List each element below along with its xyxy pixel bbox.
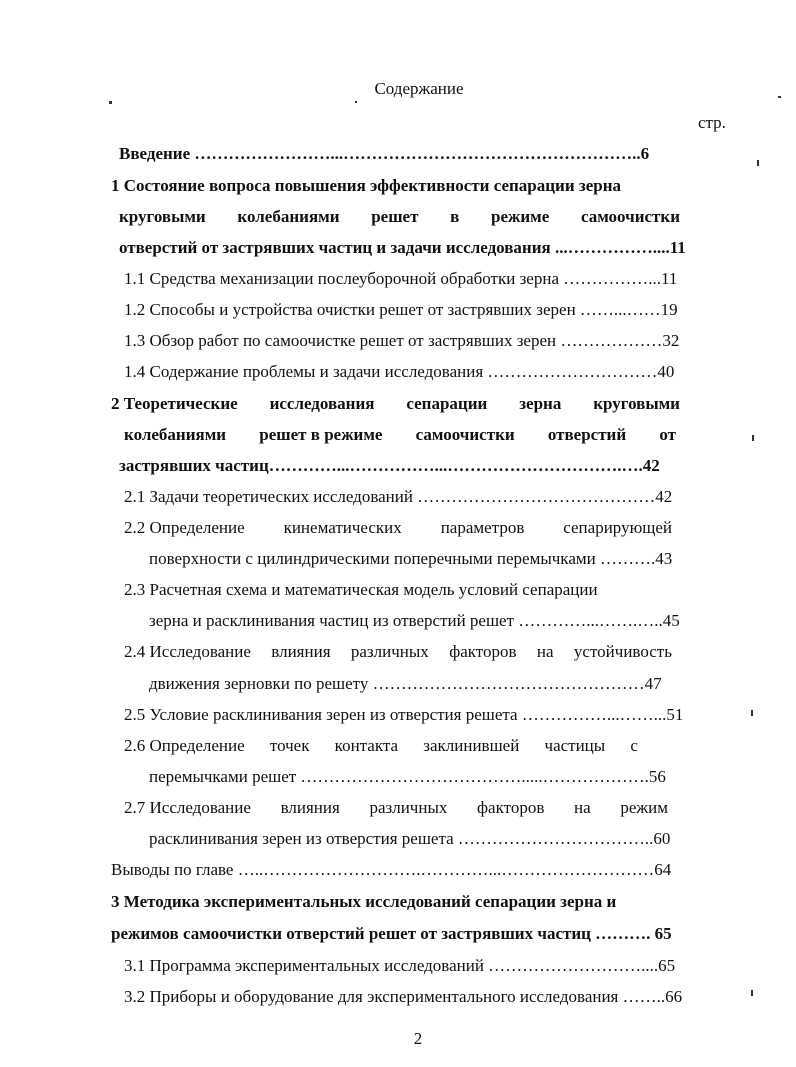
toc-section-2-4-line-1 [124, 641, 672, 663]
scan-speck [355, 101, 357, 103]
word: самоочистки [415, 425, 515, 444]
word: кинематических [283, 518, 402, 537]
word: контакта [334, 736, 399, 755]
word: 2.7 Исследование [124, 798, 251, 817]
word: заклинившей [423, 736, 520, 755]
toc-section-1-4: 1.4 Содержание проблемы и задачи исследования …………………………40 [124, 362, 675, 381]
toc-chapter-1-line-1: 1 Состояние вопроса повышения эффективности сепарации зерна [111, 176, 622, 195]
word: влияния [280, 798, 340, 817]
toc-chapter-3-line-2: режимов самоочистки отверстий решет от застрявших частиц ………. 65 [111, 924, 672, 943]
toc-section-3-1: 3.1 Программа экспериментальных исследований ………………………....65 [124, 956, 676, 975]
word: 2 Теоретические [111, 394, 238, 413]
scan-speck [751, 990, 753, 996]
word: самоочистки [580, 207, 680, 226]
word: устойчивость [573, 642, 672, 661]
page-title: Содержание [374, 79, 464, 98]
word: режиме [491, 207, 550, 226]
word: факторов [449, 642, 517, 661]
toc-chapter-3-line-1: 3 Методика экспериментальных исследований сепарации зерна и [111, 892, 617, 911]
scan-speck [757, 160, 759, 166]
word: решет [371, 207, 419, 226]
scan-speck [751, 710, 753, 716]
word: 2.6 Определение [124, 736, 245, 755]
toc-section-2-6-line-1 [124, 735, 638, 757]
toc-section-2-3-line-1: 2.3 Расчетная схема и математическая модель условий сепарации [124, 580, 598, 599]
word: отверстий [547, 425, 627, 444]
word: от [659, 425, 676, 444]
word: зерна [519, 394, 562, 413]
toc-conclusions: Выводы по главе …..……………………….…………...………………………64 [111, 860, 672, 879]
page-number: 2 [413, 1029, 423, 1048]
word: колебаниями [124, 425, 227, 444]
toc-section-1-3: 1.3 Обзор работ по самоочистке решет от застрявших зерен ………………32 [124, 331, 680, 350]
word: различных [350, 642, 429, 661]
toc-chapter-2-line-1 [111, 393, 680, 415]
word: влияния [271, 642, 331, 661]
word: сепарирующей [563, 518, 672, 537]
word: сепарации [406, 394, 488, 413]
toc-section-2-5: 2.5 Условие расклинивания зерен из отверстия решета ……………...……...51 [124, 705, 684, 724]
word: 2.2 Определение [124, 518, 245, 537]
scan-speck [778, 96, 781, 98]
word: круговыми [593, 394, 680, 413]
word: решет в режиме [259, 425, 383, 444]
word: круговыми [119, 207, 206, 226]
toc-section-3-2: 3.2 Приборы и оборудование для экспериментального исследования ……..66 [124, 987, 683, 1006]
toc-section-2-2-line-2: поверхности с цилиндрическими поперечными перемычками ……….43 [149, 549, 673, 568]
scan-speck [752, 435, 754, 441]
toc-section-1-1: 1.1 Средства механизации послеуборочной обработки зерна ……………...11 [124, 269, 678, 288]
toc-chapter-1-line-3: отверстий от застрявших частиц и задачи исследования ...……………....11 [119, 238, 686, 257]
word: на [536, 642, 554, 661]
word: колебаниями [237, 207, 340, 226]
scan-speck [109, 101, 112, 104]
toc-section-2-3-line-2: зерна и расклинивания частиц из отверстий решет …………...…….…..45 [149, 611, 680, 630]
toc-section-2-7-line-2: расклинивания зерен из отверстия решета ……………………………..60 [149, 829, 671, 848]
word: с [630, 736, 638, 755]
toc-chapter-2-line-3: застрявших частиц…………...……………...………………………….….42 [119, 456, 660, 475]
word: 2.4 Исследование [124, 642, 251, 661]
word: различных [369, 798, 448, 817]
toc-chapter-1-line-2 [119, 206, 680, 228]
toc-section-1-2: 1.2 Способы и устройства очистки решет от застрявших зерен ……...……19 [124, 300, 678, 319]
word: факторов [477, 798, 545, 817]
word: режим [620, 798, 668, 817]
toc-chapter-2-line-2 [124, 424, 676, 446]
toc-intro: Введение ……………………...……………………………………………..6 [119, 144, 650, 163]
word: на [574, 798, 591, 817]
word: точек [269, 736, 310, 755]
toc-section-2-2-line-1 [124, 517, 672, 539]
toc-section-2-6-line-2: перемычками решет ………………………………….....……………….56 [149, 767, 666, 786]
toc-section-2-4-line-2: движения зерновки по решету …………………………………………47 [149, 674, 662, 693]
toc-section-2-7-line-1 [124, 797, 668, 819]
word: в [450, 207, 460, 226]
word: параметров [440, 518, 525, 537]
word: частицы [544, 736, 606, 755]
page-column-label: стр. [698, 113, 726, 132]
toc-section-2-1: 2.1 Задачи теоретических исследований ……………………………………42 [124, 487, 673, 506]
word: исследования [269, 394, 375, 413]
